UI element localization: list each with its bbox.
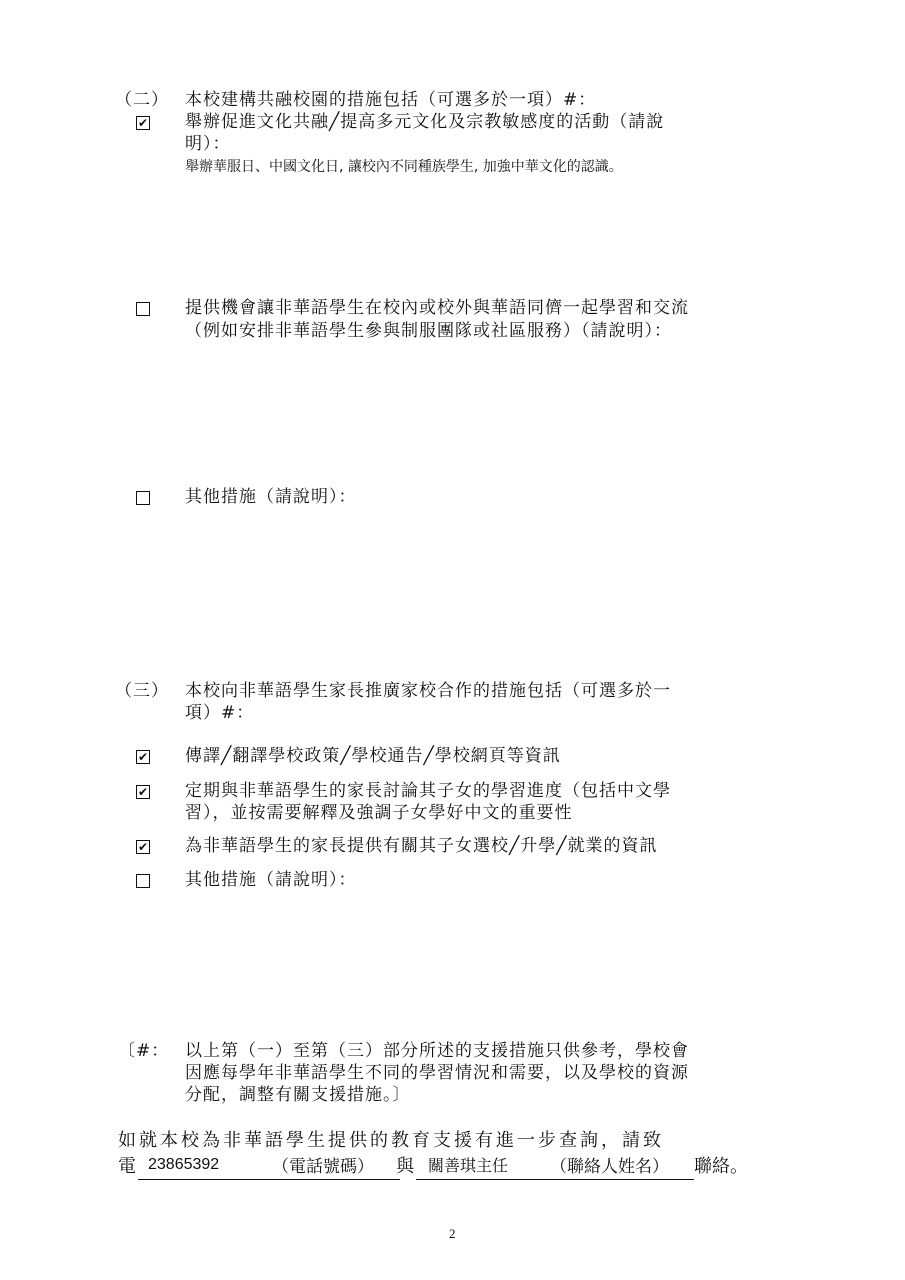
- section2-item1-label: 舉辦促進文化共融╱提高多元文化及宗教敏感度的活動（請說: [185, 112, 665, 132]
- contact-intro: 如就本校為非華語學生提供的教育支援有進一步查詢，請致: [118, 1130, 664, 1151]
- section3-heading: 本校向非華語學生家長推廣家校合作的措施包括（可選多於一: [185, 681, 671, 701]
- section2-number: （二）: [115, 90, 169, 110]
- contact-prefix: 電: [118, 1156, 136, 1177]
- section2-item1-answer: 舉辦華服日、中國文化日, 讓校內不同種族學生, 加強中華文化的認識。: [185, 159, 623, 175]
- section3-item3-checkbox[interactable]: ✔: [137, 840, 149, 854]
- page-number: 2: [449, 1226, 456, 1241]
- section2-item2-checkbox[interactable]: [136, 302, 150, 316]
- contact-suffix: 聯絡。: [694, 1156, 748, 1177]
- contact-connector: 與: [396, 1156, 414, 1177]
- note-line1: 以上第（一）至第（三）部分所述的支援措施只供參考，學校會: [185, 1041, 689, 1061]
- section2-item3-label: 其他措施（請說明）：: [185, 487, 357, 507]
- section3-number: （三）: [115, 681, 169, 701]
- note-line2: 因應每學年非華語學生不同的學習情況和需要，以及學校的資源: [185, 1063, 689, 1083]
- section3-heading-cont: 項）#：: [185, 703, 255, 723]
- section3-item2-label-cont: 習），並按需要解釋及強調子女學好中文的重要性: [185, 803, 573, 823]
- phone-underline: [138, 1179, 400, 1180]
- person-label: （聯絡人姓名）: [550, 1157, 669, 1177]
- note-marker: 〔#：: [118, 1041, 170, 1061]
- section3-item2-checkbox[interactable]: ✔: [137, 785, 149, 799]
- section2-item1-checkbox[interactable]: ✔: [137, 116, 149, 130]
- section2-heading: 本校建構共融校園的措施包括（可選多於一項）#：: [185, 90, 597, 110]
- section2-item1-label-cont: 明）：: [185, 134, 231, 154]
- section3-item1-checkbox[interactable]: ✔: [137, 750, 149, 764]
- phone-label: （電話號碼）: [272, 1157, 374, 1177]
- section2-item2-label-cont: （例如安排非華語學生參與制服團隊或社區服務）（請說明）：: [185, 321, 672, 341]
- section3-item2-label: 定期與非華語學生的家長討論其子女的學習進度（包括中文學: [185, 781, 671, 801]
- section3-item4-label: 其他措施（請說明）：: [185, 870, 357, 890]
- phone-value[interactable]: 23865392: [148, 1156, 220, 1173]
- section3-item4-checkbox[interactable]: [136, 874, 150, 888]
- note-line3: 分配，調整有關支援措施。〕: [185, 1085, 411, 1105]
- section3-item1-label: 傳譯╱翻譯學校政策╱學校通告╱學校網頁等資訊: [185, 746, 561, 766]
- person-underline: [416, 1179, 694, 1180]
- section3-item3-label: 為非華語學生的家長提供有關其子女選校╱升學╱就業的資訊: [185, 836, 658, 856]
- person-value[interactable]: 關善琪主任: [428, 1156, 509, 1175]
- section2-item2-label: 提供機會讓非華語學生在校內或校外與華語同儕一起學習和交流: [185, 298, 689, 318]
- section2-item3-checkbox[interactable]: [136, 491, 150, 505]
